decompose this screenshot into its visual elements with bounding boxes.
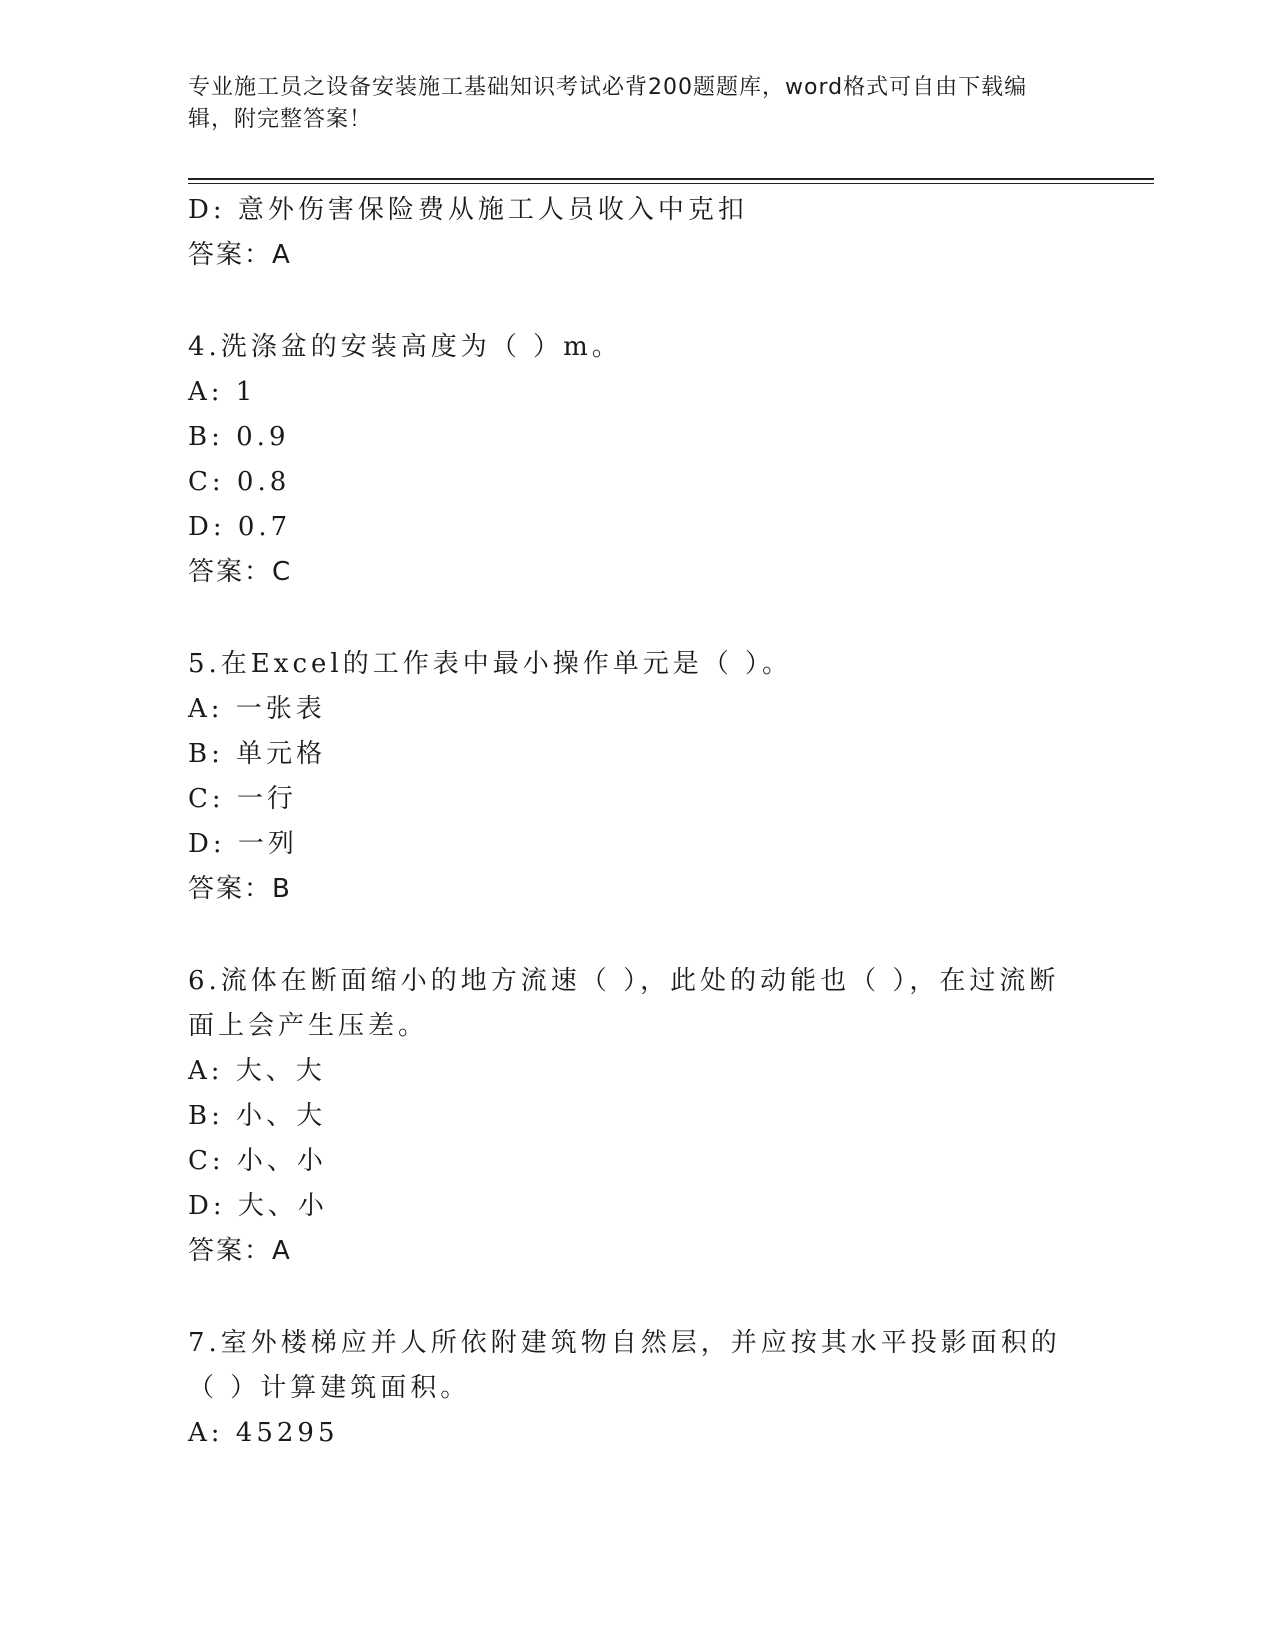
spacer <box>188 912 1068 959</box>
answer: 答案：A <box>188 240 292 270</box>
answer: 答案：A <box>188 1236 292 1266</box>
header-divider-thick <box>188 178 1154 180</box>
option-a: A: 一张表 <box>188 694 326 724</box>
option-c: C: 一行 <box>188 784 297 814</box>
spacer <box>188 278 1068 325</box>
option-c: C: 小、小 <box>188 1146 327 1176</box>
option-b: B: 小、大 <box>188 1101 327 1131</box>
answer: 答案：C <box>188 557 293 587</box>
question-text: 4.洗涤盆的安装高度为（ ）m。 <box>188 332 622 362</box>
option-c: C: 0.8 <box>188 467 291 497</box>
document-header: 专业施工员之设备安装施工基础知识考试必背200题题库，word格式可自由下载编辑，附完整答案！ <box>188 75 1028 132</box>
option-a: A: 45295 <box>188 1418 339 1448</box>
question-text: 7.室外楼梯应并人所依附建筑物自然层，并应按其水平投影面积的（ ）计算建筑面积。 <box>188 1328 1061 1403</box>
answer: 答案：B <box>188 874 292 904</box>
question-list <box>188 188 1068 1456</box>
header-divider-thin <box>188 183 1154 184</box>
spacer <box>188 1274 1068 1321</box>
option-d: D: 0.7 <box>188 512 292 542</box>
option-b: B: 单元格 <box>188 739 327 769</box>
option-d: D: 一列 <box>188 829 298 859</box>
question-text: 6.流体在断面缩小的地方流速（ ），此处的动能也（ ），在过流断面上会产生压差。 <box>188 966 1060 1041</box>
option-a: A: 大、大 <box>188 1056 326 1086</box>
spacer <box>188 595 1068 642</box>
question-text: 5.在Excel的工作表中最小操作单元是（ ）。 <box>188 649 792 679</box>
option-b: B: 0.9 <box>188 422 290 452</box>
option-a: A: 1 <box>188 377 257 407</box>
option-d: D: 意外伤害保险费从施工人员收入中克扣 <box>188 195 748 225</box>
option-d: D: 大、小 <box>188 1191 328 1221</box>
